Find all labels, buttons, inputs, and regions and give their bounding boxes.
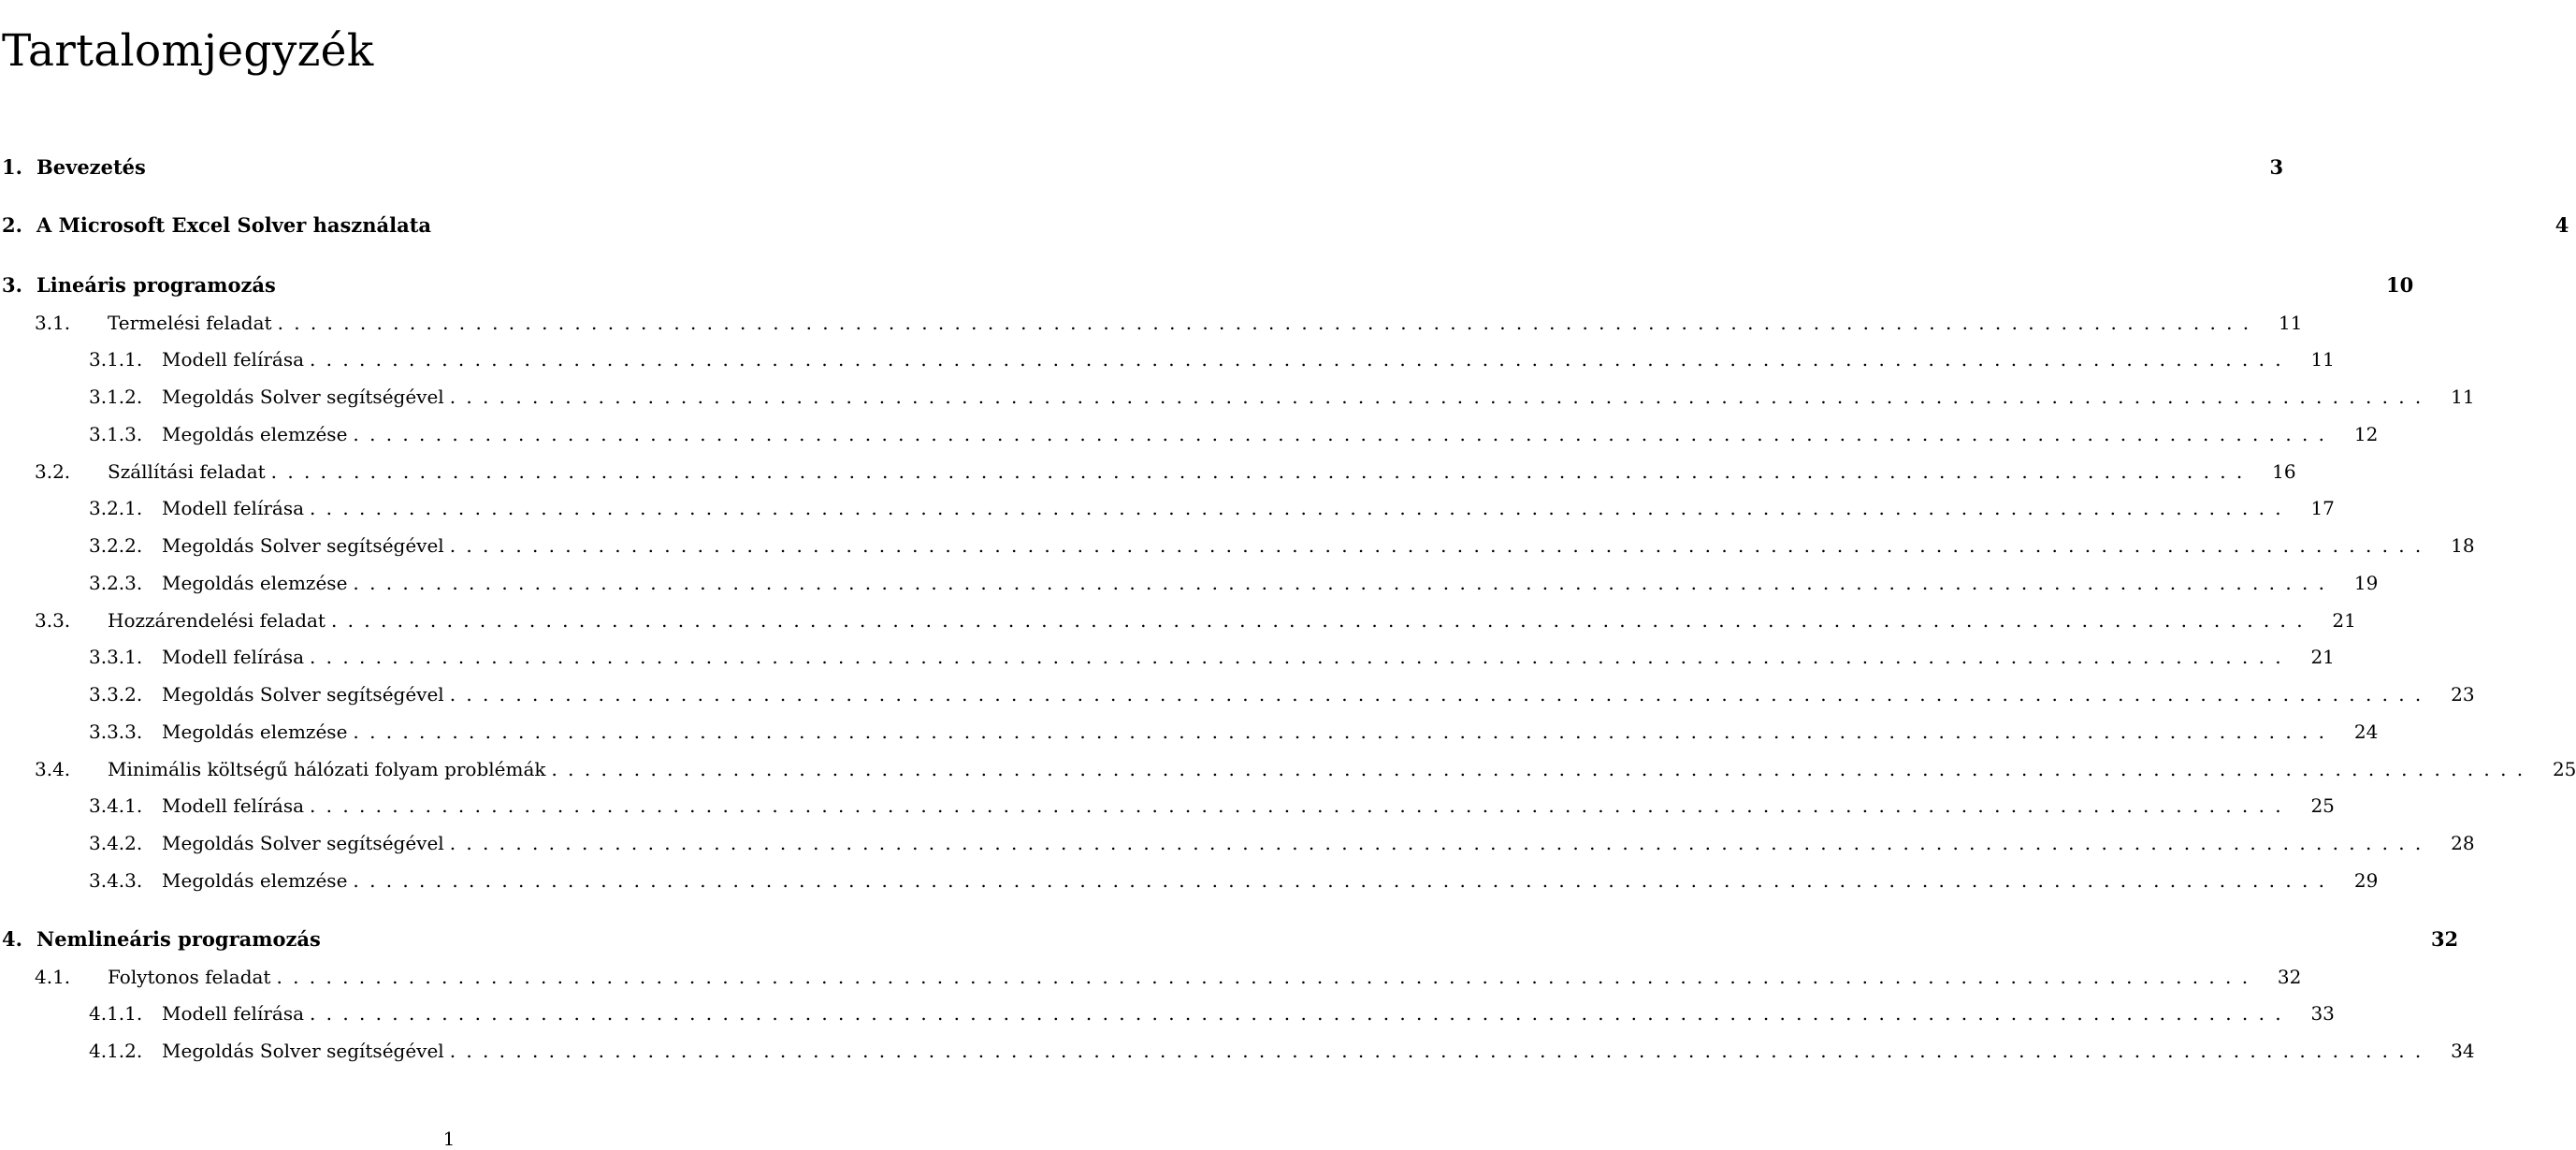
toc-entry-subsection[interactable] [89,1002,2335,1030]
toc-entry-section[interactable] [35,609,2356,637]
dot-leader: ........................................................................................................................ [277,312,2260,334]
dot-leader: ........................................................................................................................ [449,683,2432,706]
toc-entry-page: 18 [2451,534,2475,557]
toc-entry-number: 3.1.1. [89,348,143,371]
toc-entry-number: 4.1.1. [89,1002,143,1025]
toc-entry-number: 3.4.1. [89,794,143,817]
toc-entry-number: 3.1.3. [89,423,143,445]
toc-entry-chapter[interactable] [2,155,2284,183]
toc-entry-subsection[interactable] [89,721,2379,749]
dot-leader: ........................................................................................................................ [276,966,2259,988]
toc-entry-page: 17 [2310,497,2335,519]
toc-entry-title: Megoldás elemzése [162,423,348,445]
toc-entry-title: Termelési feladat [108,312,272,334]
toc-entry-page: 10 [2385,273,2414,297]
toc-entry-page: 4 [2554,213,2569,237]
toc-entry-subsection[interactable] [89,497,2335,525]
toc-entry-title: Megoldás Solver segítségével [162,832,444,854]
toc-entry-section[interactable] [35,966,2302,994]
toc-entry-title: Nemlineáris programozás [36,927,321,951]
toc-entry-number: 3.3. [35,609,71,632]
toc-entry-title: Modell felírása [162,497,305,519]
toc-entry-section[interactable] [35,460,2296,488]
toc-entry-number: 3. [2,273,22,297]
page-number: 1 [442,1128,456,1150]
toc-entry-subsection[interactable] [89,646,2335,674]
toc-entry-number: 3.1.2. [89,386,143,408]
toc-entry-number: 3.3.2. [89,683,143,706]
toc-entry-subsection[interactable] [89,1040,2475,1068]
toc-entry-number: 3.2.2. [89,534,143,557]
dot-leader: ........................................................................................................................ [353,572,2336,594]
toc-entry-title: Modell felírása [162,646,305,668]
toc-entry-title: Modell felírása [162,348,305,371]
dot-leader: ........................................................................................................................ [449,534,2432,557]
toc-entry-subsection[interactable] [89,386,2475,414]
toc-entry-title: Hozzárendelési feladat [108,609,326,632]
toc-entry-title: Szállítási feladat [108,460,266,483]
toc-entry-page: 11 [2310,348,2335,371]
toc-entry-number: 3.4.3. [89,869,143,892]
dot-leader: ........................................................................................................................ [310,794,2292,817]
toc-entry-page: 33 [2310,1002,2335,1025]
toc-entry-subsection[interactable] [89,348,2335,376]
toc-entry-page: 25 [2552,758,2576,780]
dot-leader: ........................................................................................................................ [449,386,2432,408]
toc-entry-subsection[interactable] [89,794,2335,822]
toc-entry-title: Megoldás Solver segítségével [162,386,444,408]
dot-leader: ........................................................................................................................ [310,646,2292,668]
toc-entry-title: A Microsoft Excel Solver használata [36,213,431,237]
toc-entry-number: 4. [2,927,22,951]
toc-entry-title: Lineáris programozás [36,273,276,297]
toc-entry-number: 3.2.1. [89,497,143,519]
toc-entry-page: 3 [2269,155,2284,179]
toc-entry-number: 3.3.1. [89,646,143,668]
toc-entry-page: 12 [2353,423,2379,445]
dot-leader: ........................................................................................................................ [310,1002,2292,1025]
toc-entry-subsection[interactable] [89,683,2475,711]
toc-entry-page: 32 [2430,927,2459,951]
toc-entry-chapter[interactable] [2,273,2414,301]
toc-entry-title: Megoldás Solver segítségével [162,534,444,557]
dot-leader: ........................................................................................................................ [310,497,2292,519]
toc-entry-title: Megoldás Solver segítségével [162,683,444,706]
toc-entry-title: Modell felírása [162,1002,305,1025]
toc-entry-title: Minimális költségű hálózati folyam problémák [108,758,546,780]
toc-entry-subsection[interactable] [89,534,2475,562]
dot-leader: ........................................................................................................................ [353,721,2336,743]
toc-entry-section[interactable] [35,758,2576,786]
toc-entry-chapter[interactable] [2,213,2569,241]
dot-leader: ........................................................................................................................ [310,348,2292,371]
toc-entry-page: 21 [2310,646,2335,668]
toc-entry-page: 11 [2279,312,2303,334]
toc-entry-subsection[interactable] [89,572,2379,600]
toc-entry-title: Megoldás elemzése [162,721,348,743]
toc-entry-page: 29 [2353,869,2379,892]
toc-entry-chapter[interactable] [2,927,2459,955]
toc-entry-number: 3.2. [35,460,71,483]
page-title: Tartalomjegyzék [2,25,374,78]
dot-leader: ........................................................................................................................ [353,869,2336,892]
toc-entry-number: 3.1. [35,312,71,334]
toc-entry-number: 3.3.3. [89,721,143,743]
toc-entry-subsection[interactable] [89,869,2379,897]
toc-entry-title: Megoldás elemzése [162,572,348,594]
toc-entry-subsection[interactable] [89,832,2475,860]
toc-entry-number: 3.2.3. [89,572,143,594]
toc-entry-section[interactable] [35,312,2303,340]
toc-entry-page: 32 [2277,966,2302,988]
dot-leader: ........................................................................................................................ [270,460,2253,483]
toc-entry-page: 21 [2332,609,2356,632]
toc-entry-page: 11 [2451,386,2475,408]
toc-entry-number: 3.4. [35,758,71,780]
toc-entry-number: 4.1.2. [89,1040,143,1062]
toc-entry-title: Folytonos feladat [108,966,271,988]
toc-entry-title: Bevezetés [36,155,146,179]
dot-leader: ........................................................................................................................ [353,423,2336,445]
toc-entry-number: 2. [2,213,22,237]
toc-entry-page: 28 [2451,832,2475,854]
toc-entry-number: 1. [2,155,22,179]
toc-entry-page: 23 [2451,683,2475,706]
toc-entry-page: 25 [2310,794,2335,817]
toc-entry-page: 19 [2353,572,2379,594]
toc-entry-number: 4.1. [35,966,71,988]
dot-leader: ........................................................................................................................ [551,758,2534,780]
toc-entry-subsection[interactable] [89,423,2379,451]
toc-entry-page: 24 [2353,721,2379,743]
dot-leader: ........................................................................................................................ [449,1040,2432,1062]
dot-leader: ........................................................................................................................ [449,832,2432,854]
toc-entry-page: 34 [2451,1040,2475,1062]
toc-entry-number: 3.4.2. [89,832,143,854]
toc-entry-title: Megoldás Solver segítségével [162,1040,444,1062]
toc-entry-title: Megoldás elemzése [162,869,348,892]
dot-leader: ........................................................................................................................ [330,609,2313,632]
toc-entry-title: Modell felírása [162,794,305,817]
toc-entry-page: 16 [2272,460,2296,483]
